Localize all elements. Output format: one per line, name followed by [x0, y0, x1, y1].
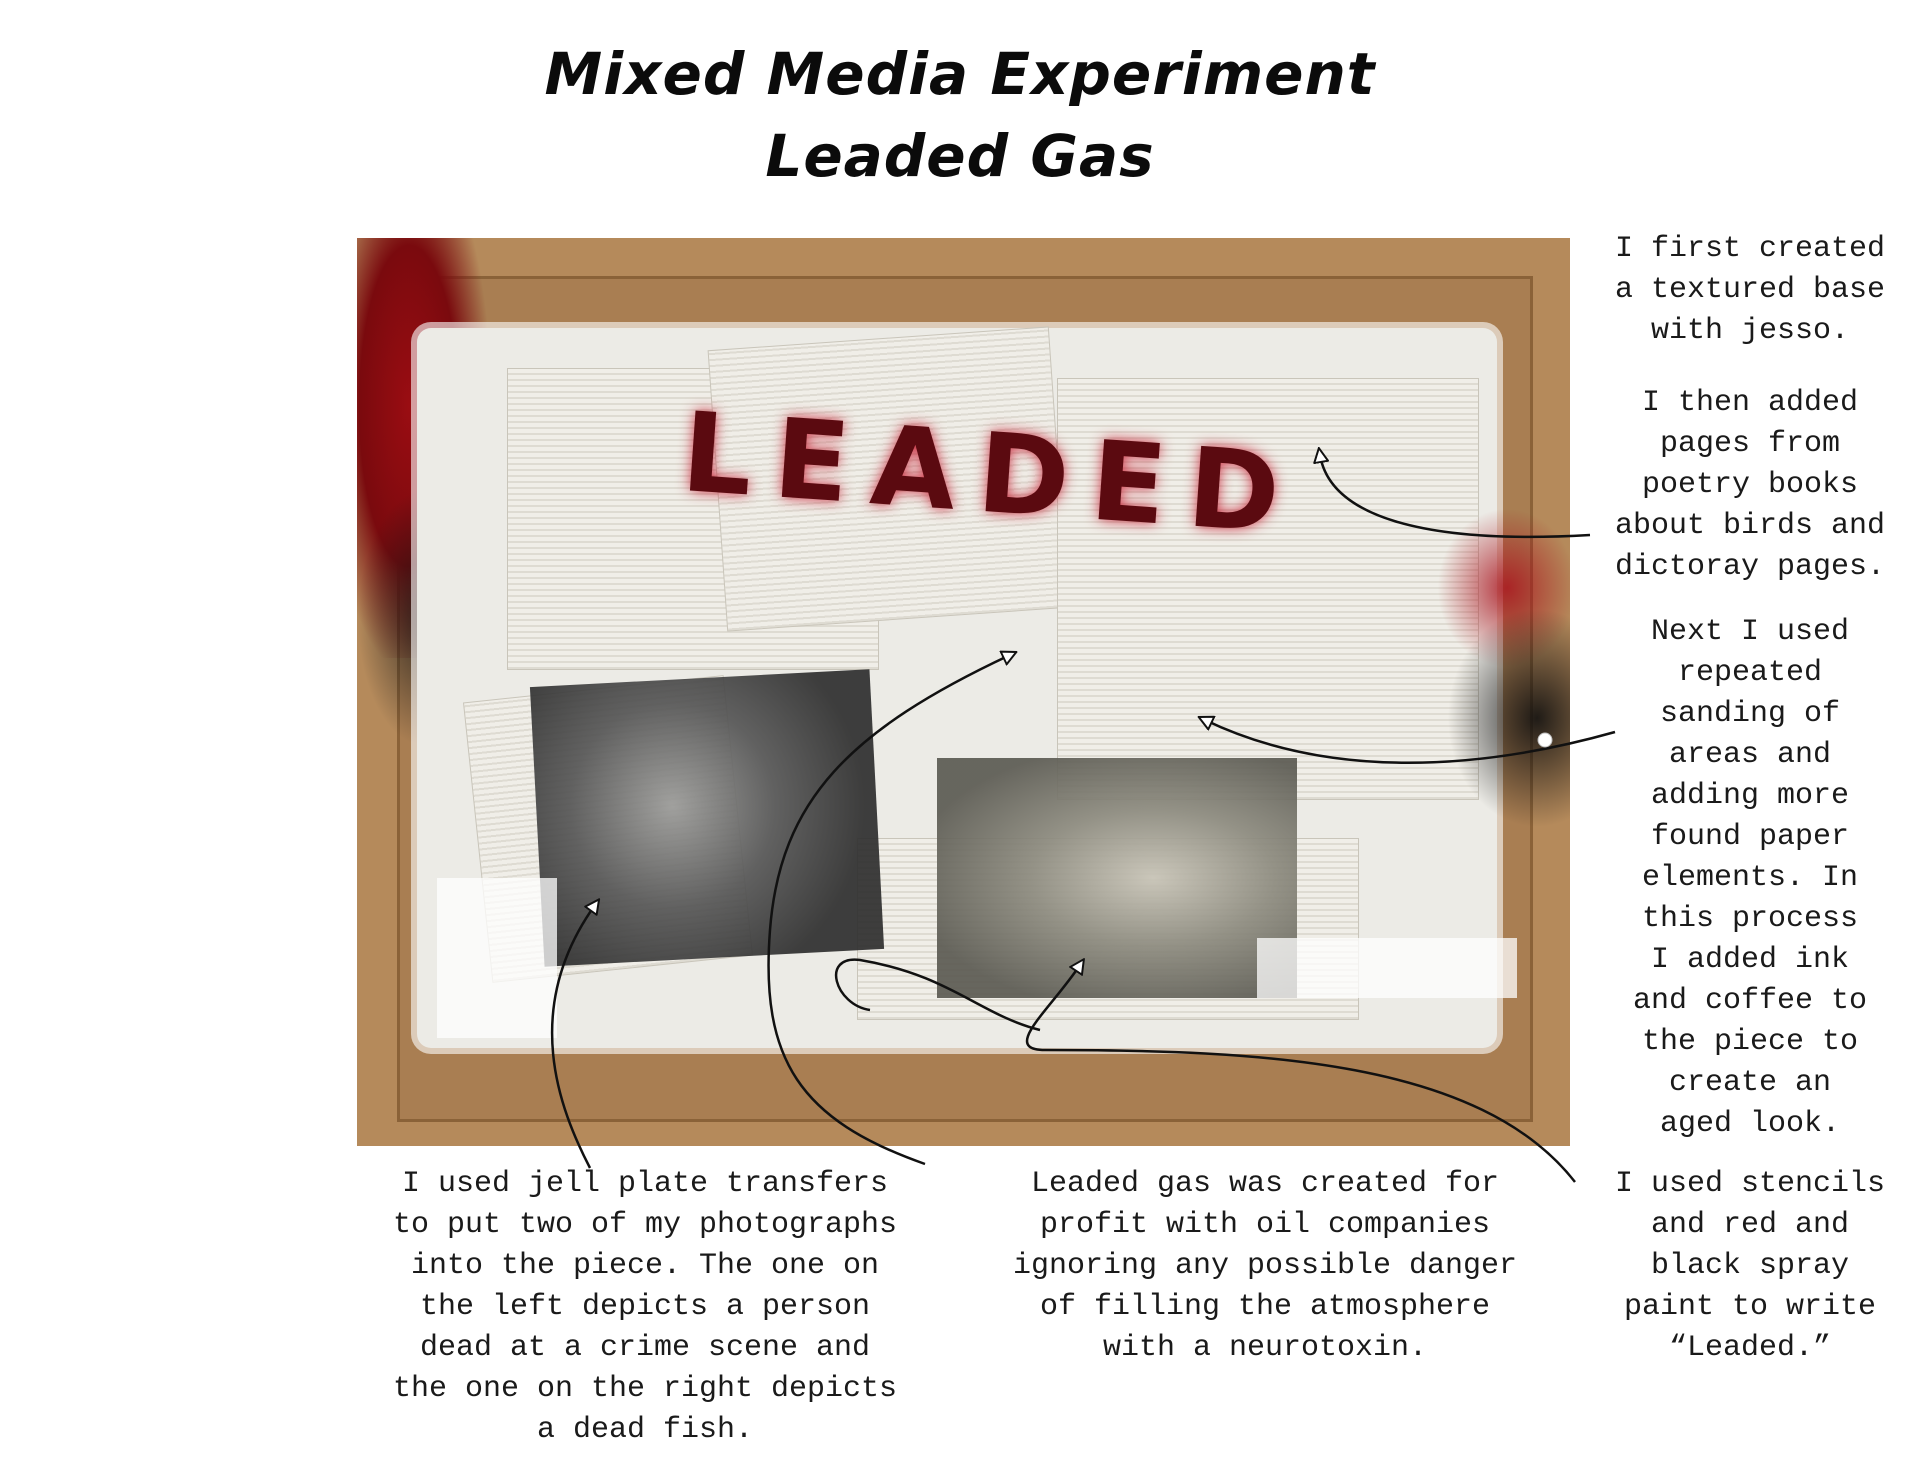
stencil-leaded-text: LEADED [678, 388, 1306, 559]
note-stencils: I used stencils and red and black spray paint to write “Leaded.” [1614, 1167, 1886, 1365]
pin-dot-icon [1538, 733, 1552, 747]
note-added-pages: I then added pages from poetry books about birds and dictoray pages. [1614, 386, 1886, 584]
arrow-to-stencil [769, 655, 1010, 1164]
page-title: Mixed Media Experiment [544, 40, 1376, 108]
note-sanding-process: Next I used repeated sanding of areas and adding more found paper elements. In this process I added ink and coffee to the piece to create an aged look. [1632, 615, 1868, 1141]
arrow-to-pages [1320, 455, 1590, 537]
note-textured-base: I first created a textured base with jesso. [1614, 232, 1886, 348]
note-leaded-gas-context: Leaded gas was created for profit with oil companies ignoring any possible danger of filling the atmosphere with a neurotoxin. [1012, 1167, 1518, 1365]
arrow-to-left-photo [552, 905, 595, 1168]
arrow-loop-to-right-photo [836, 960, 1040, 1030]
arrow-to-sanding [1205, 720, 1615, 763]
note-jell-plate-transfers: I used jell plate transfers to put two of my photographs into the piece. The one on the left depicts a person dead at a crime scene and the one on the right depicts a dead fish. [392, 1167, 898, 1447]
arrow-to-right-photo [1027, 965, 1575, 1182]
page-subtitle: Leaded Gas [765, 122, 1155, 190]
